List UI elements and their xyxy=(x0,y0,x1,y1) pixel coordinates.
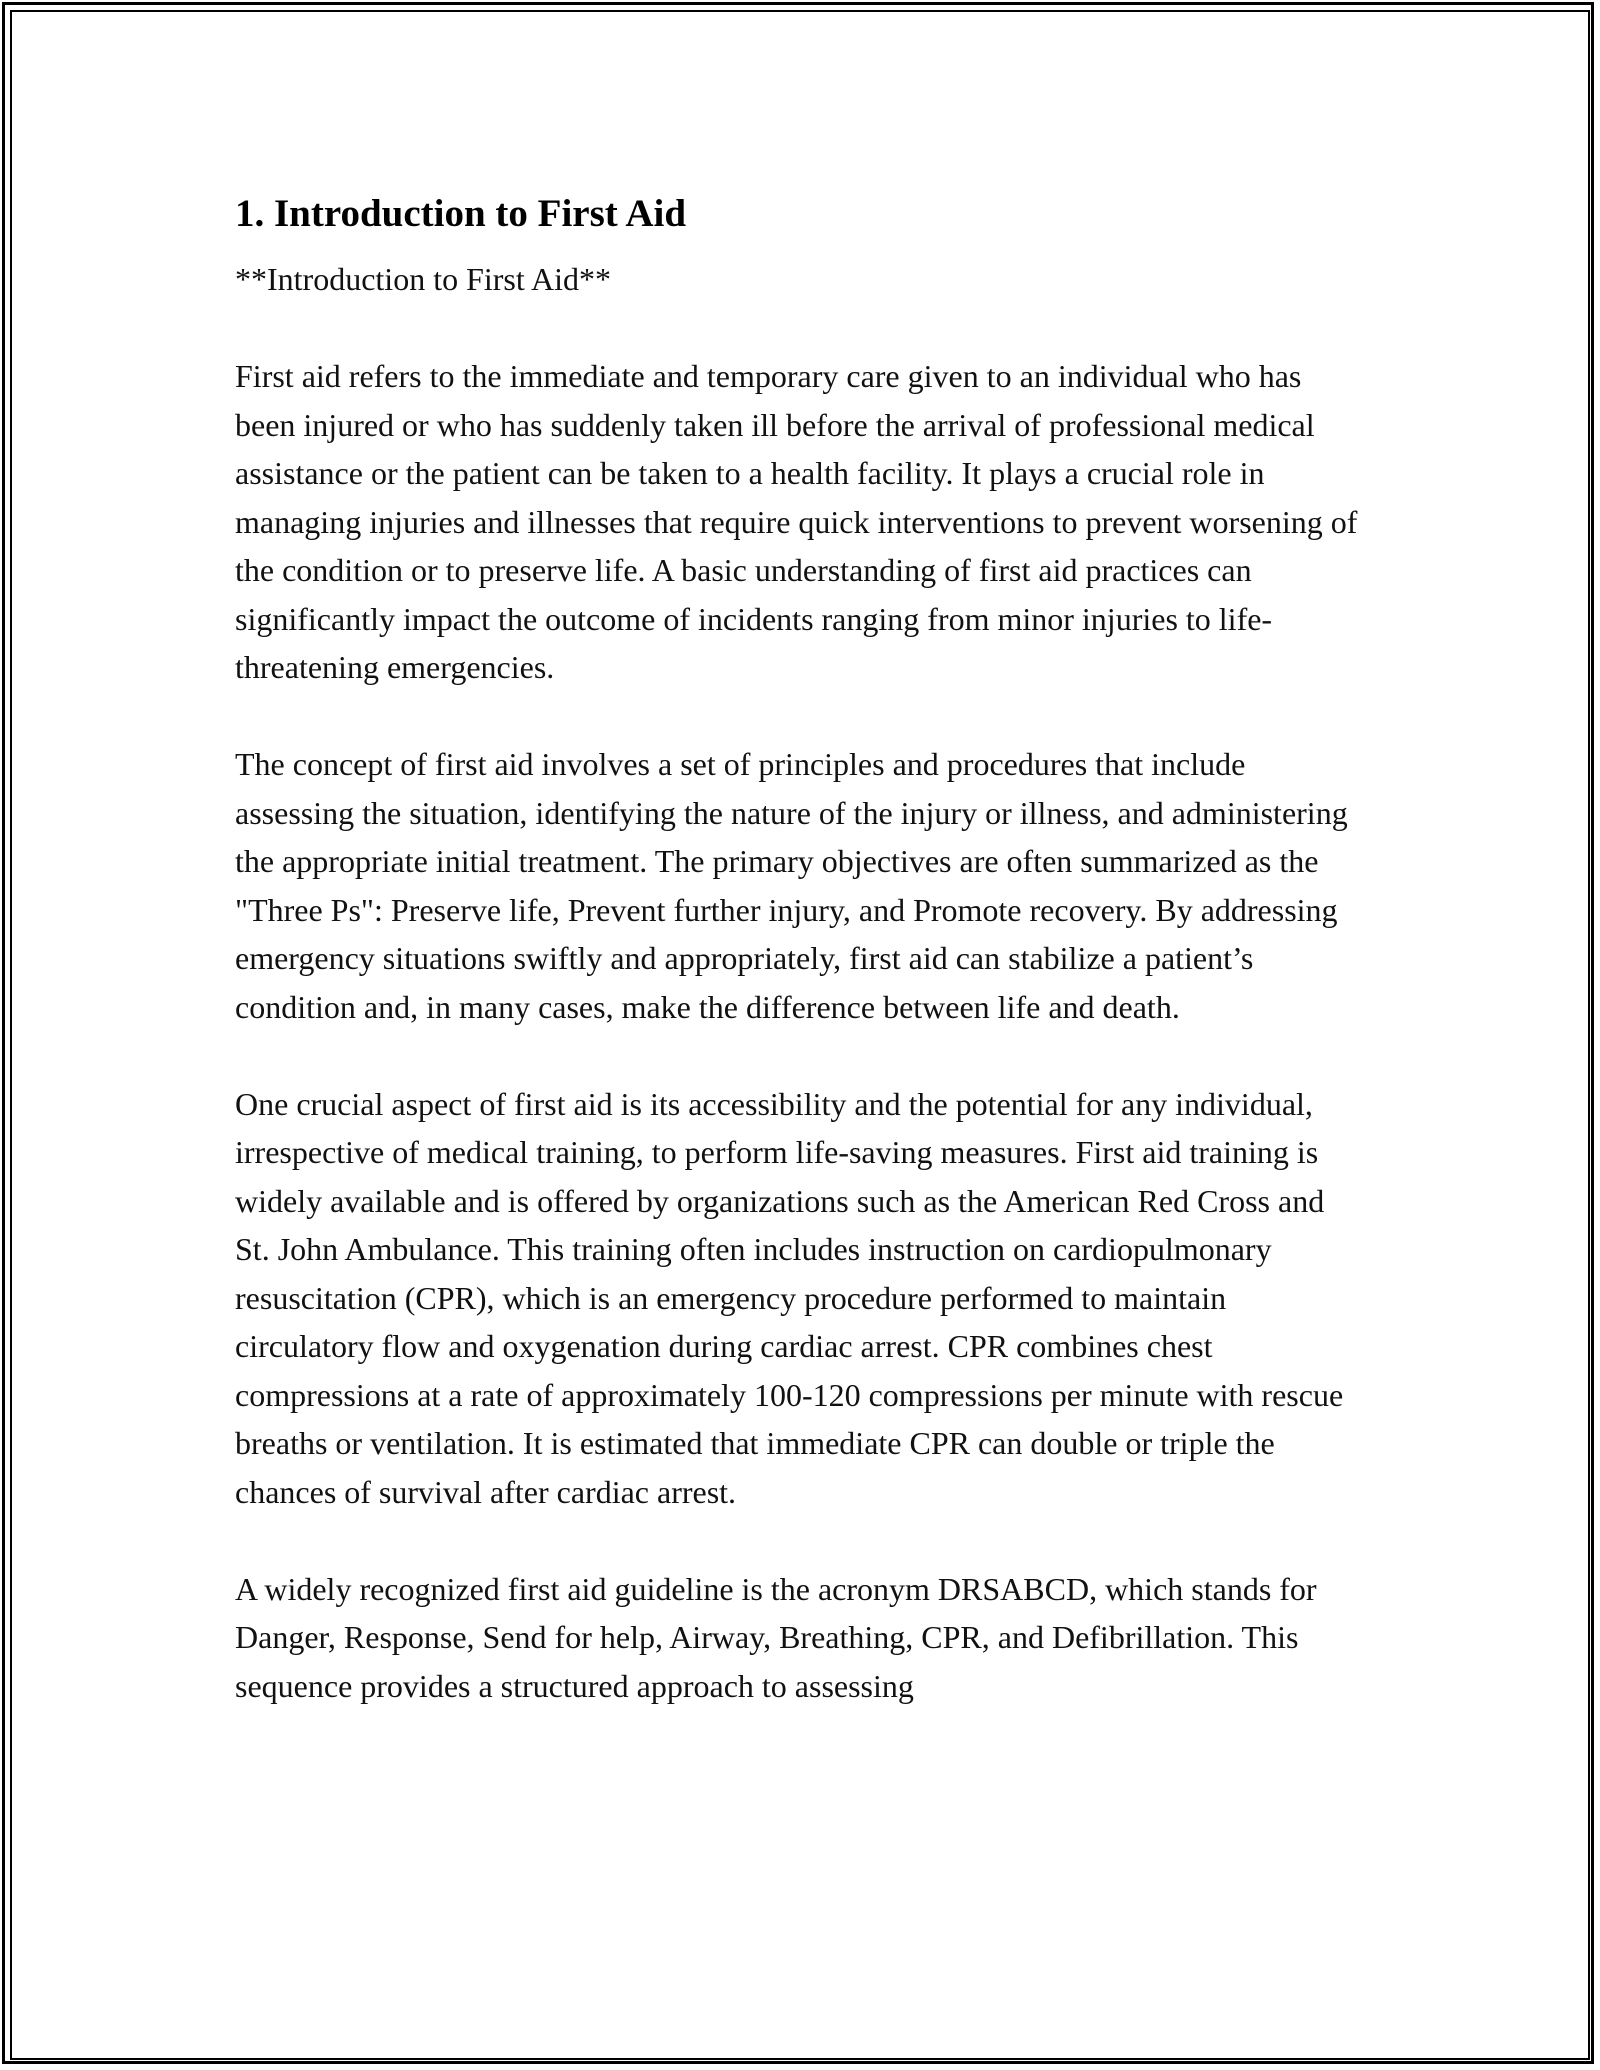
paragraph-drsabcd: A widely recognized first aid guideline is the acronym DRSABCD, which stands for Danger, Response, Send for help, Airway, Breathing, CPR, and Defibrillation. This sequence provides a structured approach to assessing xyxy=(235,1570,1317,1704)
document-body xyxy=(235,185,1365,1710)
paragraph-intro: First aid refers to the immediate and temporary care given to an individual who has been injured or who has suddenly taken ill before the arrival of professional medical assistance or the patient can be taken to a health facility. It plays a crucial role in managing injuries and illnesses that require quick interventions to prevent worsening of the condition or to preserve life. A basic understanding of first aid practices can significantly impact the outcome of incidents ranging from minor injuries to life-threatening emergencies. xyxy=(235,358,1358,685)
section-subheading: **Introduction to First Aid** xyxy=(235,261,611,297)
paragraph-accessibility: One crucial aspect of first aid is its accessibility and the potential for any individual, irrespective of medical training, to perform life-saving measures. First aid training is widely available and is offered by organizations such as the American Red Cross and St. John Ambulance. This training often includes instruction on cardiopulmonary resuscitation (CPR), which is an emergency procedure performed to maintain circulatory flow and oxygenation during cardiac arrest. CPR combines chest compressions at a rate of approximately 100-120 compressions per minute with rescue breaths or ventilation. It is estimated that immediate CPR can double or triple the chances of survival after cardiac arrest. xyxy=(235,1085,1344,1510)
section-heading: 1. Introduction to First Aid xyxy=(235,192,687,235)
paragraph-concept: The concept of first aid involves a set of principles and procedures that include assessing the situation, identifying the nature of the injury or illness, and administering the appropriate initial treatment. The primary objectives are often summarized as the "Three Ps": Preserve life, Prevent further injury, and Promote recovery. By addressing emergency situations swiftly and appropriately, first aid can stabilize a patient’s condition and, in many cases, make the difference between life and death. xyxy=(235,746,1348,1025)
